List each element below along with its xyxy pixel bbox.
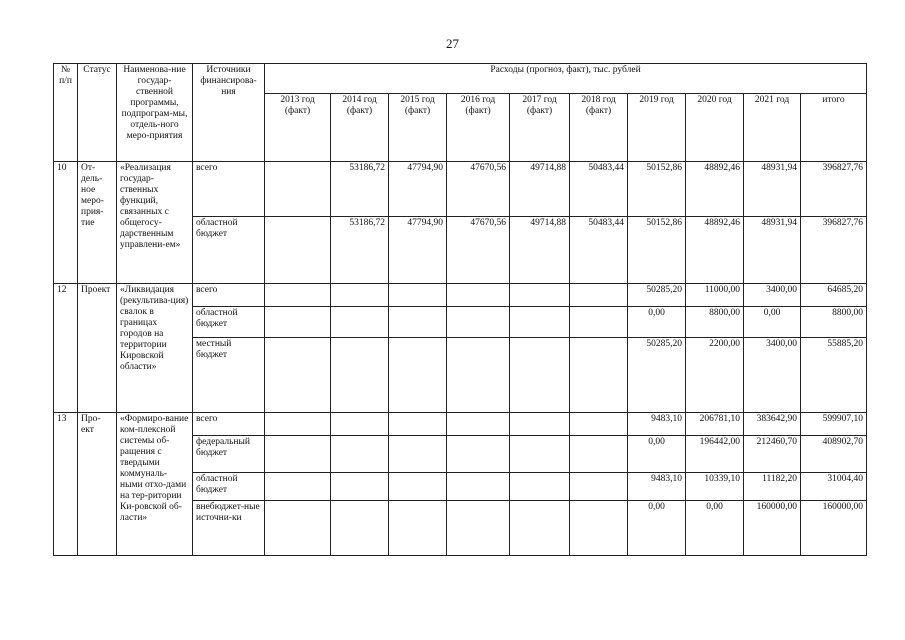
table-row (54, 284, 867, 307)
value-cell (265, 473, 331, 501)
row-status: Проект (78, 284, 117, 413)
value-cell: 48892,46 (686, 217, 744, 284)
year-header: 2015 год (факт) (389, 94, 447, 162)
year-header: 2019 год (628, 94, 686, 162)
value-cell: 11000,00 (686, 284, 744, 307)
row-num: 13 (54, 413, 78, 556)
value-cell: 47670,56 (447, 162, 510, 217)
row-source: областной бюджет (193, 473, 265, 501)
value-cell (447, 338, 510, 413)
value-cell: 0,00 (628, 501, 686, 556)
row-status: Про-ект (78, 413, 117, 556)
value-cell (570, 338, 628, 413)
value-cell (331, 307, 389, 338)
value-cell: 160000,00 (744, 501, 801, 556)
value-cell (331, 501, 389, 556)
value-cell (510, 501, 570, 556)
value-cell: 49714,88 (510, 217, 570, 284)
value-cell (331, 338, 389, 413)
value-cell: 50483,44 (570, 162, 628, 217)
row-source: всего (193, 413, 265, 436)
year-header: 2016 год (факт) (447, 94, 510, 162)
value-cell (447, 436, 510, 473)
value-cell: 50285,20 (628, 338, 686, 413)
value-cell (389, 436, 447, 473)
value-cell (265, 162, 331, 217)
value-cell: 196442,00 (686, 436, 744, 473)
value-cell: 53186,72 (331, 162, 389, 217)
total-cell: 31004,40 (801, 473, 867, 501)
row-source: федеральный бюджет (193, 436, 265, 473)
header-num: № п/п (54, 64, 78, 162)
value-cell: 10339,10 (686, 473, 744, 501)
row-source: областной бюджет (193, 307, 265, 338)
value-cell (510, 436, 570, 473)
value-cell (570, 413, 628, 436)
value-cell: 0,00 (628, 436, 686, 473)
value-cell: 47670,56 (447, 217, 510, 284)
value-cell: 9483,10 (628, 413, 686, 436)
value-cell: 53186,72 (331, 217, 389, 284)
budget-table (53, 63, 867, 556)
header-row (54, 64, 867, 94)
table-row (54, 162, 867, 217)
row-status: От-дель-ное меро-прия-тие (78, 162, 117, 284)
row-source: внебюджет-ные источни-ки (193, 501, 265, 556)
value-cell (389, 284, 447, 307)
value-cell: 50285,20 (628, 284, 686, 307)
value-cell (265, 284, 331, 307)
header-status: Статус (78, 64, 117, 162)
value-cell (389, 413, 447, 436)
value-cell (570, 501, 628, 556)
year-header: 2014 год (факт) (331, 94, 389, 162)
value-cell (331, 284, 389, 307)
value-cell: 11182,20 (744, 473, 801, 501)
value-cell: 0,00 (686, 501, 744, 556)
value-cell: 47794,90 (389, 162, 447, 217)
value-cell (570, 473, 628, 501)
value-cell: 50483,44 (570, 217, 628, 284)
year-header: итого (801, 94, 867, 162)
row-num: 10 (54, 162, 78, 284)
page-number: 27 (446, 36, 459, 51)
value-cell (510, 473, 570, 501)
value-cell (447, 473, 510, 501)
row-source: областной бюджет (193, 217, 265, 284)
value-cell: 48931,94 (744, 217, 801, 284)
year-header: 2018 год (факт) (570, 94, 628, 162)
value-cell (265, 307, 331, 338)
total-cell: 64685,20 (801, 284, 867, 307)
value-cell (265, 413, 331, 436)
year-header: 2013 год (факт) (265, 94, 331, 162)
value-cell: 48931,94 (744, 162, 801, 217)
value-cell (389, 338, 447, 413)
table-row (54, 413, 867, 436)
row-name: «Реализация государ-ственных функций, связанных с общегосу-дарственным управлени-ем» (117, 162, 193, 284)
value-cell (570, 436, 628, 473)
value-cell (389, 473, 447, 501)
value-cell (510, 338, 570, 413)
value-cell: 3400,00 (744, 284, 801, 307)
value-cell: 206781,10 (686, 413, 744, 436)
header-source: Источники финансирова-ния (193, 64, 265, 162)
row-num: 12 (54, 284, 78, 413)
value-cell: 8800,00 (686, 307, 744, 338)
value-cell: 383642,90 (744, 413, 801, 436)
row-name: «Ликвидация (рекультива-ция) свалок в границах городов на территории Кировской области» (117, 284, 193, 413)
value-cell: 2200,00 (686, 338, 744, 413)
total-cell: 55885,20 (801, 338, 867, 413)
row-source: местный бюджет (193, 338, 265, 413)
value-cell (447, 501, 510, 556)
value-cell: 0,00 (628, 307, 686, 338)
value-cell (331, 473, 389, 501)
year-header: 2017 год (факт) (510, 94, 570, 162)
total-cell: 599907,10 (801, 413, 867, 436)
total-cell: 396827,76 (801, 162, 867, 217)
year-header: 2020 год (686, 94, 744, 162)
value-cell (265, 436, 331, 473)
value-cell (570, 284, 628, 307)
row-source: всего (193, 284, 265, 307)
total-cell: 396827,76 (801, 217, 867, 284)
value-cell: 3400,00 (744, 338, 801, 413)
year-header: 2021 год (744, 94, 801, 162)
value-cell: 0,00 (744, 307, 801, 338)
row-source: всего (193, 162, 265, 217)
value-cell (570, 307, 628, 338)
value-cell (510, 413, 570, 436)
value-cell (510, 284, 570, 307)
value-cell: 50152,86 (628, 162, 686, 217)
header-name: Наименова-ние государ-ственной программы, подпрограм-мы, отдель-ного меро-приятия (117, 64, 193, 162)
value-cell (447, 284, 510, 307)
value-cell: 47794,90 (389, 217, 447, 284)
value-cell: 212460,70 (744, 436, 801, 473)
value-cell (265, 338, 331, 413)
value-cell: 50152,86 (628, 217, 686, 284)
value-cell: 9483,10 (628, 473, 686, 501)
value-cell (447, 307, 510, 338)
value-cell: 48892,46 (686, 162, 744, 217)
value-cell (389, 307, 447, 338)
total-cell: 408902,70 (801, 436, 867, 473)
value-cell (331, 413, 389, 436)
value-cell (447, 413, 510, 436)
total-cell: 8800,00 (801, 307, 867, 338)
value-cell (331, 436, 389, 473)
value-cell (389, 501, 447, 556)
value-cell: 49714,88 (510, 162, 570, 217)
value-cell (510, 307, 570, 338)
total-cell: 160000,00 (801, 501, 867, 556)
row-name: «Формиро-вание ком-плексной системы об-ращения с твердыми коммуналь-ными отхо-дами на тер-ритории Ки-ровской об-ласти» (117, 413, 193, 556)
value-cell (265, 217, 331, 284)
header-expenses: Расходы (прогноз, факт), тыс. рублей (265, 64, 867, 94)
value-cell (265, 501, 331, 556)
